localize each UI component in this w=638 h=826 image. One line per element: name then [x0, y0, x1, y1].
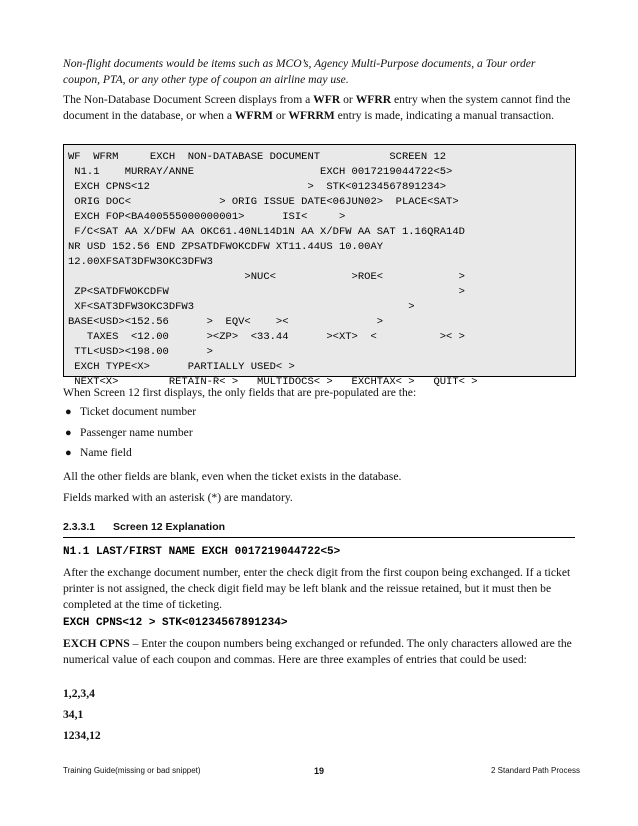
section-number: 2.3.3.1	[63, 521, 96, 533]
footer-page-number: 19	[314, 766, 325, 776]
list-item-text: Ticket document number	[80, 405, 197, 418]
screen-description-paragraph	[63, 92, 575, 124]
field-header-exch-cpns: EXCH CPNS<12 > STK<01234567891234>	[63, 617, 288, 629]
intro-paragraph: Non-flight documents would be items such as MCO’s, Agency Multi-Purpose documents, a Tour order coupon, PTA, or any other type of coupon an airline may use.	[63, 57, 536, 86]
field-term: EXCH CPNS	[63, 637, 130, 650]
text-run: entry is made, indicating a manual transaction.	[334, 109, 555, 122]
text-run: or	[272, 109, 289, 122]
section-heading	[63, 520, 575, 538]
terminal-line-8: 12.00XFSAT3DFW3OKC3DFW3	[68, 256, 213, 268]
footer-guide-title: Training Guide(missing or bad snippet)	[63, 766, 201, 775]
terminal-line-10: >NUC< >ROE< >	[68, 271, 465, 283]
list-item-text: Passenger name number	[80, 425, 193, 439]
entry-code-wfrm: WFRM	[234, 109, 273, 122]
terminal-line-5: EXCH FOP<BA400555000000001> ISI< >	[68, 211, 346, 223]
list-item-text: Name field	[80, 446, 132, 459]
bullet-icon: ●	[65, 406, 72, 418]
entry-code-wfrr: WFRR	[355, 93, 392, 106]
terminal-line-1: WF WFRM EXCH NON-DATABASE DOCUMENT SCREEN 12	[68, 151, 447, 163]
terminal-line-11: ZP<SATDFWOKCDFW >	[68, 286, 465, 298]
terminal-line-3: EXCH CPNS<12 > STK<01234567891234>	[68, 181, 447, 193]
text-run: entry when the system cannot find the document in the database, or when a	[63, 93, 571, 122]
entry-code-wfr: WFR	[313, 93, 341, 106]
mandatory-fields-note: Fields marked with an asterisk (*) are mandatory.	[63, 491, 293, 504]
terminal-line-12: XF<SAT3DFW3OKC3DFW3 >	[68, 301, 415, 313]
footer-chapter: 2 Standard Path Process	[491, 766, 580, 775]
example-entry: 34,1	[63, 708, 84, 721]
terminal-line-4: ORIG DOC< > ORIG ISSUE DATE<06JUN02> PLACE<SAT>	[68, 196, 459, 208]
bullet-icon: ●	[65, 426, 72, 439]
terminal-line-7: NR USD 152.56 END ZPSATDFWOKCDFW XT11.44US 10.00AY	[68, 241, 384, 253]
entry-code-wfrrm: WFRRM	[288, 109, 335, 122]
blank-fields-note: All the other fields are blank, even when the ticket exists in the database.	[63, 470, 402, 483]
terminal-line-13: BASE<USD><152.56 > EQV< >< >	[68, 316, 384, 328]
list-item	[63, 404, 563, 425]
check-digit-paragraph: After the exchange document number, enter the check digit from the first coupon being exchanged. If a ticket printer is not assigned, the check digit field may be left blank and the reissue retained, but it must then be completed at the time of ticketing.	[63, 566, 571, 611]
terminal-line-16: EXCH TYPE<X> PARTIALLY USED< >	[68, 361, 295, 373]
list-item	[63, 425, 563, 446]
field-description: – Enter the coupon numbers being exchanged or refunded. The only characters allowed are the numerical value of each coupon and commas. Here are three examples of entries that could be used:	[63, 637, 572, 666]
terminal-line-17: NEXT<X> RETAIN-R< > MULTIDOCS< > EXCHTAX< > QUIT< >	[68, 376, 478, 388]
example-entry: 1234,12	[63, 729, 101, 742]
prepopulated-intro: When Screen 12 first displays, the only fields that are pre-populated are the:	[63, 386, 417, 399]
section-title: Screen 12 Explanation	[113, 521, 226, 533]
prepopulated-list	[63, 404, 563, 466]
text-run: or	[340, 93, 356, 106]
terminal-line-15: TTL<USD><198.00 >	[68, 346, 213, 358]
list-item	[63, 445, 563, 466]
text-run: The Non-Database Document Screen displays from a	[63, 93, 314, 106]
bullet-icon: ●	[65, 447, 72, 459]
terminal-line-2: N1.1 MURRAY/ANNE EXCH 0017219044722<5>	[68, 166, 453, 178]
terminal-screen	[63, 144, 576, 388]
terminal-line-6: F/C<SAT AA X/DFW AA OKC61.40NL14D1N AA X/DFW AA SAT 1.16QRA14D	[68, 226, 465, 238]
exch-cpns-paragraph	[63, 636, 575, 668]
field-header-name: N1.1 LAST/FIRST NAME EXCH 0017219044722<5>	[63, 546, 341, 558]
terminal-line-14: TAXES <12.00 ><ZP> <33.44 ><XT> < >< >	[68, 331, 465, 343]
example-entry: 1,2,3,4	[63, 687, 95, 700]
